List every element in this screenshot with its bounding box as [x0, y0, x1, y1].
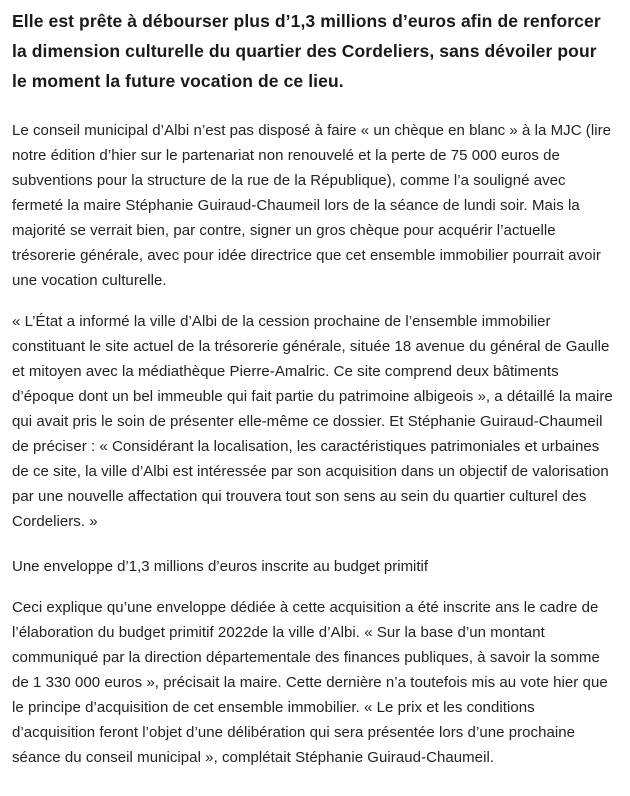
article-paragraph-1: Le conseil municipal d’Albi n’est pas disposé à faire « un chèque en blanc » à la MJC (lire notre édition d’hier sur le partenariat non renouvelé et la perte de 75 000 euros de subventions pour la structure de la rue de la République), comme l’a souligné avec fermeté la maire Stéphanie Guiraud-Chaumeil lors de la séance de lundi soir. Mais la majorité se verrait bien, par contre, signer un gros chèque pour acquérir l’actuelle trésorerie générale, avec pour idée directrice que cet ensemble immobilier pourrait avoir une vocation culturelle.	[12, 122, 612, 289]
article-headline: Elle est prête à débourser plus d’1,3 millions d’euros afin de renforcer la dimension culturelle du quartier des Cordeliers, sans dévoiler pour le moment la future vocation de ce lieu.	[12, 11, 601, 91]
article-paragraph-3: Ceci explique qu’une enveloppe dédiée à cette acquisition a été inscrite ans le cadre de l’élaboration du budget primitif 2022de la ville d’Albi. « Sur la base d’un montant communiqué par la direction départementale des finances publiques, à savoir la somme de 1 330 000 euros », précisait la maire. Cette dernière n’a toutefois mis au vote hier que le principe d’acquisition de cet ensemble immobilier. « Le prix et les conditions d’acquisition feront l’objet d’une délibération qui sera présentée lors d’une prochaine séance du conseil municipal », complétait Stéphanie Guiraud-Chaumeil.	[12, 599, 608, 766]
article-subheading: Une enveloppe d’1,3 millions d’euros inscrite au budget primitif	[12, 558, 429, 575]
article-paragraph-2: « L’État a informé la ville d’Albi de la cession prochaine de l’ensemble immobilier constituant le site actuel de la trésorerie générale, située 18 avenue du général de Gaulle et mitoyen avec la médiathèque Pierre-Amalric. Ce site comprend deux bâtiments d’époque dont un bel immeuble qui fait partie du patrimoine albigeois », a détaillé la maire qui avait pris le soin de présenter elle-même ce dossier. Et Stéphanie Guiraud-Chaumeil de préciser : « Considérant la localisation, les caractéristiques patrimoniales et urbaines de ce site, la ville d’Albi est intéressée par son acquisition dans un objectif de valorisation par une nouvelle affectation qui trouvera tout son sens au sein du quartier culturel des Cordeliers. »	[12, 313, 613, 530]
